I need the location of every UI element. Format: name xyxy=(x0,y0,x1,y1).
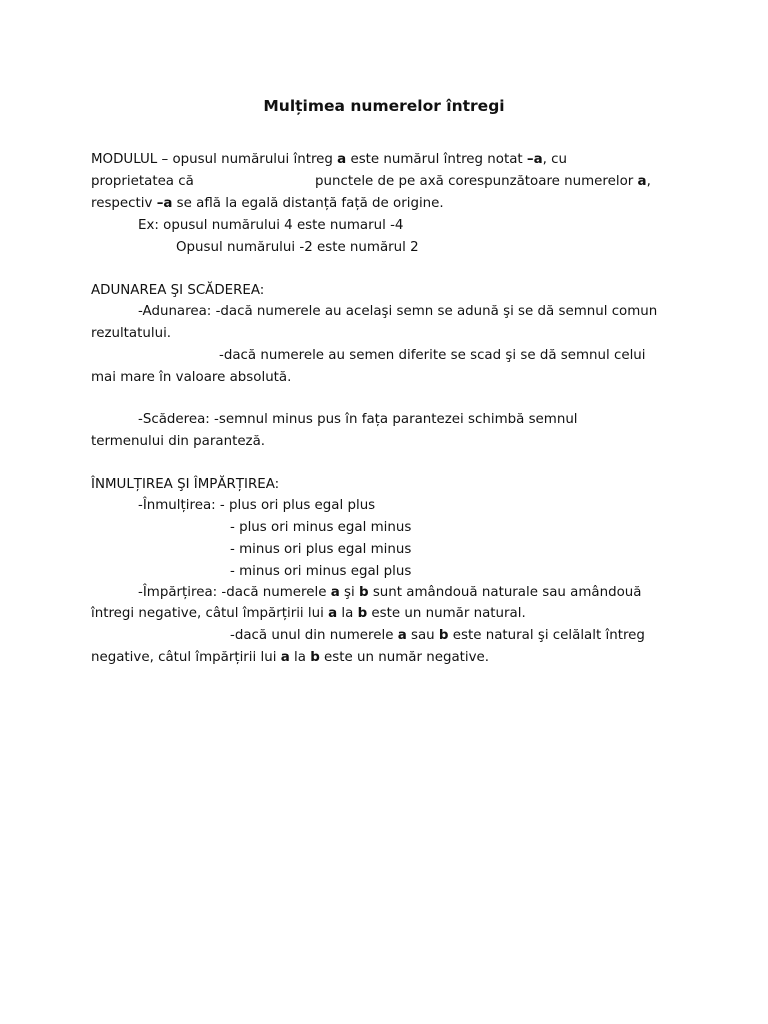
adunare-line-3: -dacă numerele au semen diferite se scad şi se dă semnul celui xyxy=(219,348,646,363)
modulul-line-1 xyxy=(91,151,567,169)
bold-var: –a xyxy=(526,152,543,167)
text: întregi negative, câtul împărțirii lui xyxy=(91,606,329,621)
inmultire-rule-2: - plus ori minus egal minus xyxy=(230,520,412,535)
text: punctele de pe axă corespunzătoare numerelor xyxy=(315,174,638,189)
section-heading-adunare: ADUNAREA ŞI SCĂDEREA: xyxy=(91,283,265,298)
text: sau xyxy=(406,628,439,643)
impartire-line-4 xyxy=(91,649,489,667)
text: la xyxy=(289,650,311,665)
bold-var: a xyxy=(328,606,338,621)
text: negative, câtul împărțirii lui xyxy=(91,650,281,665)
bold-var: b xyxy=(310,650,320,665)
modulul-line-2a xyxy=(91,173,194,191)
section-heading-inmultire: ÎNMULȚIREA ŞI ÎMPĂRȚIREA: xyxy=(91,477,280,492)
adunare-line-1: -Adunarea: -dacă numerele au acelaşi semn se adună şi se dă semnul comun xyxy=(138,304,658,319)
impartire-line-1 xyxy=(138,584,641,602)
text: proprietatea că xyxy=(91,174,194,189)
text: , xyxy=(646,174,651,189)
text: este un număr negative. xyxy=(319,650,490,665)
bold-var: –a xyxy=(156,196,173,211)
text: respectiv xyxy=(91,196,157,211)
inmultire-rule-1: -Înmulțirea: - plus ori plus egal plus xyxy=(138,498,376,513)
page-title: Mulțimea numerelor întregi xyxy=(263,97,505,115)
bold-var: a xyxy=(337,152,347,167)
text: este un număr natural. xyxy=(367,606,526,621)
impartire-line-3 xyxy=(230,627,645,645)
modulul-line-3 xyxy=(91,195,444,213)
scadere-line-2: termenului din paranteză. xyxy=(91,434,266,449)
scadere-line-1: -Scăderea: -semnul minus pus în fața parantezei schimbă semnul xyxy=(138,412,578,427)
bold-var: b xyxy=(358,585,369,600)
text: sunt amândouă naturale sau amândouă xyxy=(368,585,642,600)
adunare-line-4: mai mare în valoare absolută. xyxy=(91,370,292,385)
text: , cu xyxy=(542,152,568,167)
text: este numărul întreg notat xyxy=(346,152,527,167)
text: şi xyxy=(339,585,359,600)
text: la xyxy=(337,606,358,621)
modulul-line-2b xyxy=(315,173,651,191)
bold-var: b xyxy=(357,606,368,621)
bold-var: a xyxy=(280,650,290,665)
bold-var: a xyxy=(397,628,407,643)
bold-var: a xyxy=(637,174,647,189)
example-1: Ex: opusul numărului 4 este numarul -4 xyxy=(138,218,404,233)
adunare-line-2: rezultatului. xyxy=(91,326,172,341)
example-2: Opusul numărului -2 este numărul 2 xyxy=(176,240,419,255)
bold-var: a xyxy=(330,585,340,600)
inmultire-rule-4: - minus ori minus egal plus xyxy=(230,564,412,579)
text: MODULUL – opusul numărului întreg xyxy=(91,152,338,167)
text: -Împărțirea: -dacă numerele xyxy=(138,585,331,600)
bold-var: b xyxy=(438,628,449,643)
text: -dacă unul din numerele xyxy=(230,628,398,643)
impartire-line-2 xyxy=(91,605,526,623)
text: este natural şi celălalt întreg xyxy=(448,628,645,643)
text: se află la egală distanță față de origine. xyxy=(172,196,444,211)
inmultire-rule-3: - minus ori plus egal minus xyxy=(230,542,412,557)
